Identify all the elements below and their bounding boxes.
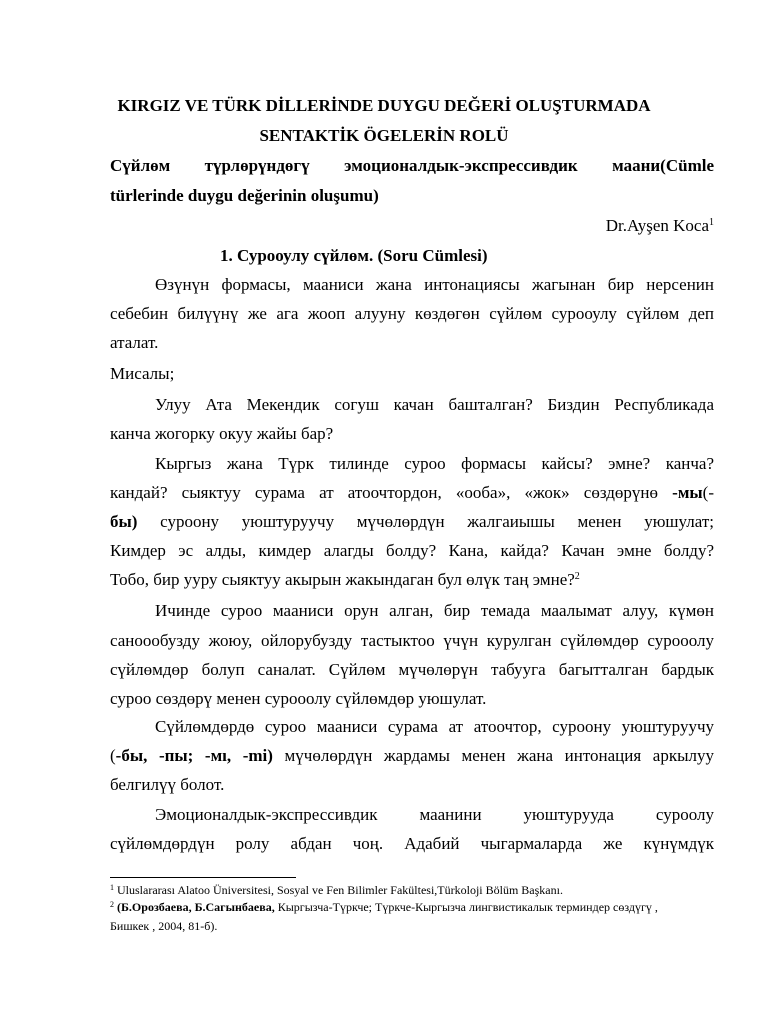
paragraph-3-line-3 xyxy=(110,512,714,532)
footnote-separator xyxy=(110,877,296,878)
footnote-1-text: Uluslararası Alatoo Üniversitesi, Sosyal ve Fen Bilimler Fakültesi,Türkoloji Bölüm Başkanı. xyxy=(114,883,563,897)
section-heading: 1. Сурооулу сүйлөм. (Soru Cümlesi) xyxy=(220,246,488,265)
paragraph-2-line-2: канча жогорку окуу жайы бар? xyxy=(110,424,334,443)
suffix-by: бы) xyxy=(110,512,138,531)
paragraph-1-line-2: себебин билүүнү же ага жооп алууну көздөгөн сүйлөм сурооулу сүйлөм деп xyxy=(110,304,714,323)
paragraph-6-line-2: сүйлөмдөрдүн ролу абдан чоң. Адабий чыгармаларда же күнүмдүк xyxy=(110,834,714,853)
paragraph-5-line-3: белгилүү болот. xyxy=(110,775,225,794)
footnote-2-line-2: Бишкек , 2004, 81-б). xyxy=(110,919,218,933)
subtitle-line-2: türlerinde duygu değerinin oluşumu) xyxy=(110,186,379,205)
question-suffixes: -бы, -пы; -мı, -mi) xyxy=(115,746,273,765)
footnote-1 xyxy=(110,883,563,897)
paragraph-4-line-2: саноообузду жоюу, ойлорубузду тастыктоо үчүн курулган сүйлөмдөр сурооолу xyxy=(110,631,714,650)
paragraph-5-line-2-open: ( xyxy=(110,746,116,765)
paragraph-3-line-2-text: кандай? сыяктуу сурама ат атоочтордон, «ооба», «жок» сөздөрүнө xyxy=(110,483,673,502)
examples-label: Мисалы; xyxy=(110,364,175,383)
paragraph-3-line-2-tail: (- xyxy=(702,483,714,502)
title-line-2: SENTAKTİK ÖGELERİN ROLÜ xyxy=(259,126,509,145)
suffix-my: -мы xyxy=(672,483,703,502)
footnote-1-mark: 1 xyxy=(110,883,114,892)
footnote-marker-1: 1 xyxy=(709,217,714,228)
paragraph-4-line-3: сүйлөмдөр болуп саналат. Сүйлөм мүчөлөрүн табууга багытталган бардык xyxy=(110,660,714,679)
paragraph-4-line-4: суроо сөздөрү менен сурооолу сүйлөмдөр уюшулат. xyxy=(110,689,487,708)
paragraph-4-line-1: Ичинде суроо мааниси орун алган, бир темада маалымат алуу, күмөн xyxy=(155,601,714,620)
paragraph-6-line-1: Эмоционалдык-экспрессивдик маанини уюштурууда суроолу xyxy=(155,805,714,824)
paragraph-1-line-3: аталат. xyxy=(110,333,159,352)
paragraph-5-line-2 xyxy=(110,746,714,766)
author-name: Dr.Ayşen Koca xyxy=(605,216,709,235)
footnote-2-mark: 2 xyxy=(110,900,114,909)
paragraph-3-line-1: Кыргыз жана Түрк тилинде суроо формасы кайсы? эмне? канча? xyxy=(155,454,714,473)
author-line xyxy=(450,216,714,236)
footnote-2-text: Кыргызча-Түркче; Түркче-Кыргызча лингвистикалык терминдер сөздүгү , xyxy=(274,900,658,914)
paragraph-2-line-1: Улуу Ата Мекендик согуш качан башталган? Биздин Республикада xyxy=(155,395,714,414)
paragraph-3-line-3-text: суроону уюштуруучу мүчөлөрдүн жалгаиышы менен уюшулат; xyxy=(137,512,714,531)
title-line-1: KIRGIZ VE TÜRK DİLLERİNDE DUYGU DEĞERİ OLUŞTURMADA xyxy=(117,96,651,115)
footnote-2-authors: (Б.Орозбаева, Б.Сагынбаева, xyxy=(114,900,275,914)
paragraph-3-line-4: Кимдер эс алды, кимдер алагды болду? Кана, кайда? Качан эмне болду? xyxy=(110,541,714,560)
paragraph-3-line-2 xyxy=(110,483,714,503)
paragraph-5-line-1: Сүйлөмдөрдө суроо мааниси сурама ат атоочтор, суроону уюштуруучу xyxy=(155,717,714,736)
subtitle-line-1: Сүйлөм түрлөрүндөгү эмоционалдык-экспрессивдик маани(Cümle xyxy=(110,156,714,175)
paragraph-1-line-1: Өзүнүн формасы, мааниси жана интонациясы жагынан бир нерсенин xyxy=(155,275,714,294)
footnote-marker-2: 2 xyxy=(574,571,580,582)
paragraph-3-line-5-text: Тобо, бир ууру сыяктуу акырын жакындаган бул өлүк таң эмне? xyxy=(110,570,575,589)
footnote-2 xyxy=(110,900,658,914)
paragraph-5-line-2-text: мүчөлөрдүн жардамы менен жана интонация аркылуу xyxy=(272,746,714,765)
paragraph-3-line-5 xyxy=(110,570,714,590)
